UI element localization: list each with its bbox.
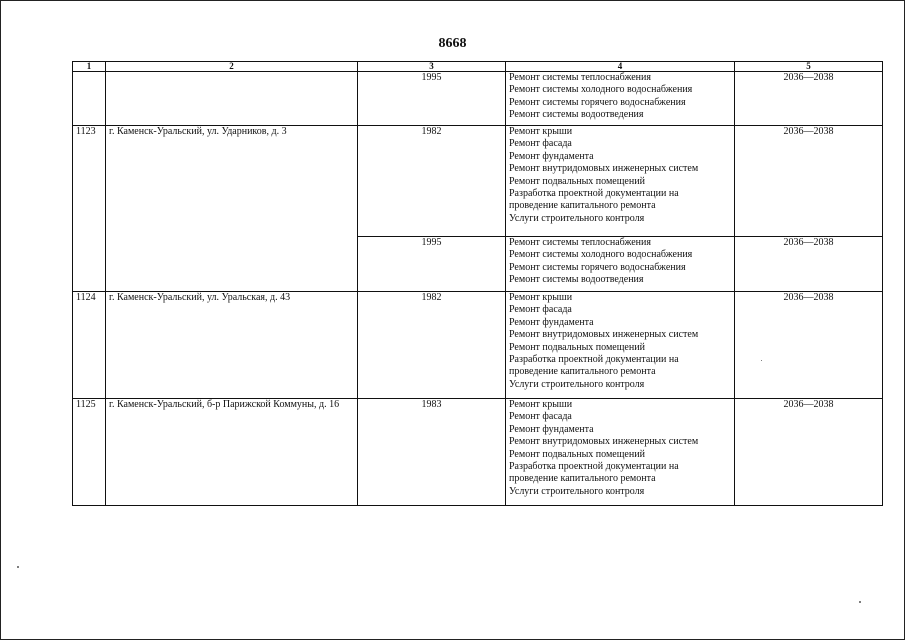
work-item: Ремонт крыши — [509, 399, 573, 410]
work-item: Ремонт фундамента — [509, 423, 594, 435]
row-address: г. Каменск-Уральский, ул. Уральская, д. 43 — [106, 292, 358, 399]
work-item: Ремонт системы горячего водоснабжения — [509, 261, 686, 273]
work-item: Ремонт фасада — [509, 138, 572, 150]
row-number: 1125 — [73, 399, 106, 506]
work-item: Ремонт фасада — [509, 304, 572, 316]
work-item: Ремонт подвальных помещений — [509, 175, 645, 187]
table-row — [73, 292, 883, 399]
work-item: Услуги строительного контроля — [509, 212, 645, 224]
header-col-4: 4 — [506, 62, 735, 72]
row-term: 2036—2038 — [735, 126, 883, 237]
header-col-1: 1 — [73, 62, 106, 72]
page-number: 8668 — [438, 36, 467, 51]
work-item: Разработка проектной документации на — [509, 354, 679, 366]
row-year: 1982 — [358, 126, 506, 237]
row-works — [506, 292, 735, 399]
work-item: Ремонт крыши — [509, 126, 573, 137]
header-col-2: 2 — [106, 62, 358, 72]
header-col-3: 3 — [358, 62, 506, 72]
work-item: Ремонт подвальных помещений — [509, 448, 645, 460]
work-item: Ремонт фасада — [509, 411, 572, 423]
work-item: Ремонт подвальных помещений — [509, 341, 645, 353]
work-item: Ремонт фундамента — [509, 316, 594, 328]
work-item: Ремонт внутридомовых инженерных систем — [509, 163, 699, 175]
row-address — [106, 72, 358, 126]
row-year: 1982 — [358, 292, 506, 399]
scan-speck — [859, 601, 861, 603]
row-works — [506, 399, 735, 506]
row-number: 1123 — [73, 126, 106, 292]
row-year: 1995 — [358, 72, 506, 126]
row-number: 1124 — [73, 292, 106, 399]
row-term: 2036—2038 — [735, 237, 883, 292]
row-year: 1995 — [358, 237, 506, 292]
work-item: Ремонт системы холодного водоснабжения — [509, 249, 693, 261]
table-row — [73, 126, 883, 237]
row-term: 2036—2038 — [735, 399, 883, 506]
work-item: Ремонт системы теплоснабжения — [509, 237, 651, 248]
row-year: 1983 — [358, 399, 506, 506]
header-col-5: 5 — [735, 62, 883, 72]
row-works — [506, 126, 735, 237]
row-address: г. Каменск-Уральский, ул. Ударников, д. 3 — [106, 126, 358, 292]
row-number — [73, 72, 106, 126]
row-term: 2036—2038 — [735, 72, 883, 126]
scan-speck — [761, 360, 762, 361]
work-item: Ремонт внутридомовых инженерных систем — [509, 329, 699, 341]
work-item: Ремонт системы теплоснабжения — [509, 72, 651, 83]
row-term: 2036—2038 — [735, 292, 883, 399]
work-item: Ремонт системы водоотведения — [509, 109, 644, 121]
work-item: Разработка проектной документации на — [509, 188, 679, 200]
table-row — [73, 399, 883, 506]
table-header-row — [73, 62, 883, 72]
work-item: проведение капитального ремонта — [509, 200, 656, 212]
repair-schedule-table — [72, 61, 883, 506]
table-row — [73, 72, 883, 126]
work-item: Ремонт системы холодного водоснабжения — [509, 84, 693, 96]
row-works — [506, 237, 735, 292]
work-item: Ремонт фундамента — [509, 150, 594, 162]
work-item: Услуги строительного контроля — [509, 378, 645, 390]
row-address: г. Каменск-Уральский, б-р Парижской Коммуны, д. 16 — [106, 399, 358, 506]
work-item: Ремонт крыши — [509, 292, 573, 303]
work-item: Ремонт внутридомовых инженерных систем — [509, 436, 699, 448]
work-item: Услуги строительного контроля — [509, 485, 645, 497]
work-item: Ремонт системы водоотведения — [509, 274, 644, 286]
scan-speck — [17, 566, 19, 568]
work-item: проведение капитального ремонта — [509, 473, 656, 485]
work-item: Ремонт системы горячего водоснабжения — [509, 96, 686, 108]
work-item: Разработка проектной документации на — [509, 461, 679, 473]
row-works — [506, 72, 735, 126]
work-item: проведение капитального ремонта — [509, 366, 656, 378]
